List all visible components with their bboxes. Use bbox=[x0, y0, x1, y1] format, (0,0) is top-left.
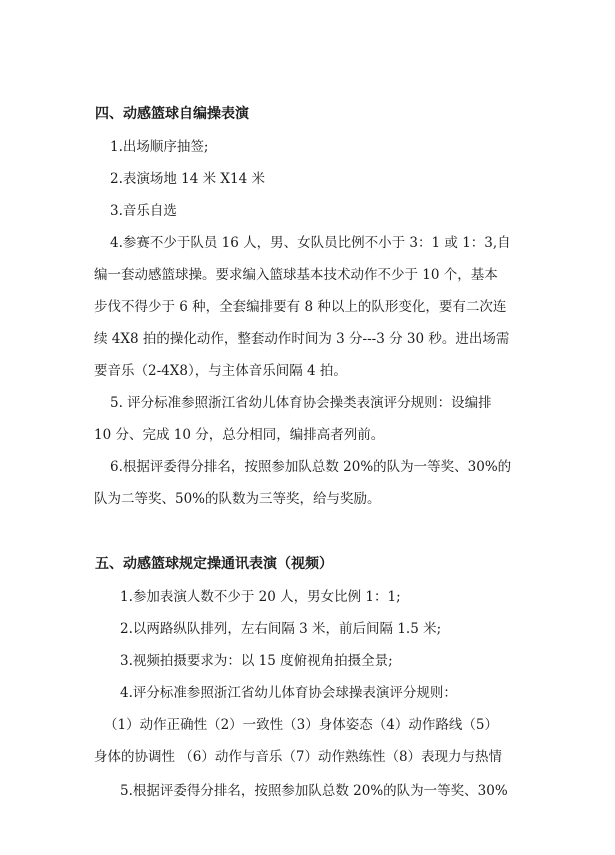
section-4-item-3: 3.音乐自选 bbox=[110, 203, 177, 219]
section-4-heading: 四、动感篮球自编操表演 bbox=[95, 106, 249, 122]
section-5-item-2: 2.以两路纵队排列，左右间隔 3 米，前后间隔 1.5 米; bbox=[120, 621, 442, 637]
section-4-item-4-line-5: 要音乐（2-4X8），与主体音乐间隔 4 拍。 bbox=[94, 363, 347, 379]
section-5-item-5: 5.根据评委得分排名，按照参加队总数 20%的队为一等奖、30% bbox=[120, 783, 508, 799]
section-4-item-6-line-2: 队为二等奖、50%的队数为三等奖，给与奖励。 bbox=[94, 491, 381, 507]
section-5-criteria-line-2: 身体的协调性 （6）动作与音乐（7）动作熟练性（8）表现力与热情 bbox=[94, 749, 503, 765]
section-4-item-4-line-2: 编一套动感篮球操。要求编入篮球基本技术动作不少于 10 个，基本 bbox=[94, 267, 498, 283]
section-4-item-2: 2.表演场地 14 米 X14 米 bbox=[110, 171, 266, 187]
section-4-item-4-line-3: 步伐不得少于 6 种，全套编排要有 8 种以上的队形变化，要有二次连 bbox=[94, 299, 507, 315]
section-4-item-4-line-1: 4.参赛不少于队员 16 人，男、女队员比例不小于 3：1 或 1：3,自 bbox=[110, 235, 511, 251]
section-5-criteria-line-1: （1）动作正确性（2）一致性（3）身体姿态（4）动作路线（5） bbox=[104, 717, 498, 733]
section-5-heading: 五、动感篮球规定操通讯表演（视频） bbox=[95, 556, 333, 572]
section-4-item-6-line-1: 6.根据评委得分排名，按照参加队总数 20%的队为一等奖、30%的 bbox=[110, 459, 512, 475]
section-4-item-5-line-2: 10 分、完成 10 分，总分相同，编排高者列前。 bbox=[94, 427, 385, 443]
section-5-item-1: 1.参加表演人数不少于 20 人，男女比例 1：1; bbox=[120, 589, 401, 605]
section-5-item-4: 4.评分标准参照浙江省幼儿体育协会球操表演评分规则： bbox=[120, 685, 457, 701]
section-4-item-4-line-4: 续 4X8 拍的操化动作，整套动作时间为 3 分---3 分 30 秒。进出场需 bbox=[94, 331, 510, 347]
section-5-item-3: 3.视频拍摄要求为：以 15 度俯视角拍摄全景; bbox=[120, 653, 393, 669]
section-4-item-5-line-1: 5. 评分标准参照浙江省幼儿体育协会操类表演评分规则：设编排 bbox=[110, 395, 492, 411]
section-4-item-1: 1.出场顺序抽签; bbox=[110, 139, 209, 155]
